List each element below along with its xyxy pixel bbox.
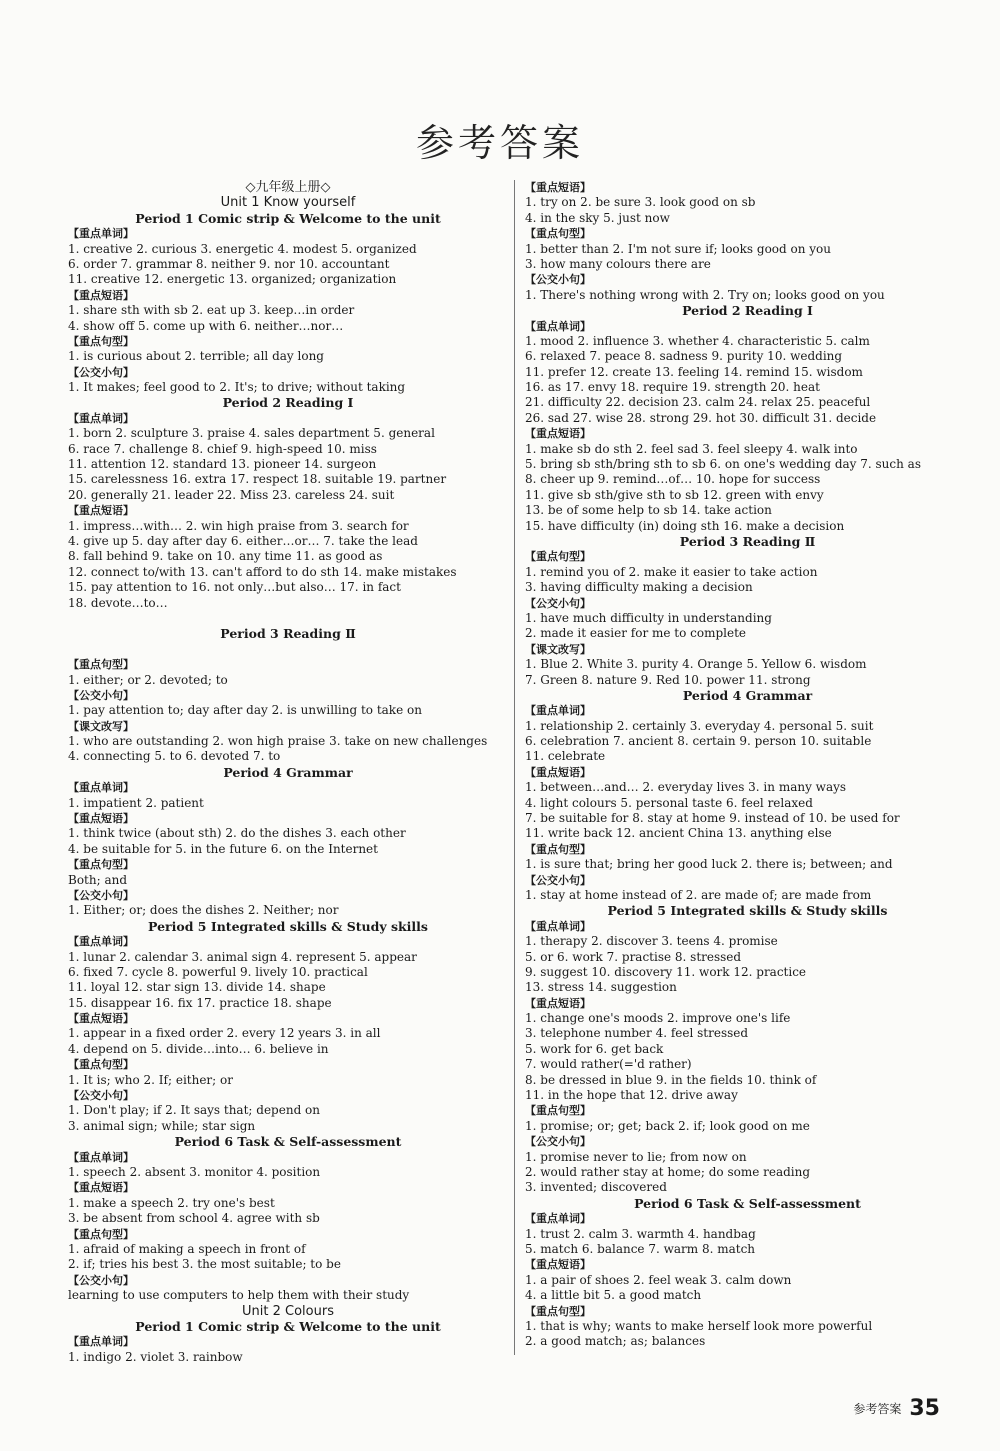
answer-line: 1. change one's moods 2. improve one's life — [525, 1011, 791, 1026]
answer-line: 5. match 6. balance 7. warm 8. match — [525, 1241, 756, 1256]
answer-line: 1. relationship 2. certainly 3. everyday 4. personal 5. suit — [525, 718, 874, 733]
answer-line: 11. celebrate — [525, 749, 606, 764]
answer-line: 1. either; or 2. devoted; to — [68, 672, 228, 687]
answer-line: 1. have much difficulty in understanding — [525, 610, 772, 625]
section-heading: Period 5 Integrated skills & Study skills — [148, 918, 428, 934]
category-label: 【公交小句】 — [68, 365, 134, 379]
answer-line: 11. creative 12. energetic 13. organized; organization — [68, 272, 397, 287]
answer-line: 12. connect to/with 13. can't afford to do sth 14. make mistakes — [68, 564, 457, 579]
category-label: 【公交小句】 — [525, 596, 591, 610]
answer-line: 8. cheer up 9. remind…of… 10. hope for success — [525, 472, 821, 487]
category-label: 【重点句型】 — [525, 1304, 591, 1318]
answer-line — [68, 611, 508, 626]
category-label: 【公交小句】 — [525, 873, 591, 887]
category-label: 【重点句型】 — [525, 842, 591, 856]
answer-line: 1. indigo 2. violet 3. rainbow — [68, 1349, 243, 1364]
category-label: 【公交小句】 — [525, 273, 591, 287]
category-label: 【重点单词】 — [68, 411, 134, 425]
answer-line: 6. fixed 7. cycle 8. powerful 9. lively 10. practical — [68, 964, 368, 979]
category-label: 【重点短语】 — [525, 1258, 591, 1272]
answer-line: 5. work for 6. get back — [525, 1041, 664, 1056]
answer-line: 6. celebration 7. ancient 8. certain 9. person 10. suitable — [525, 734, 872, 749]
answer-line: 4. a little bit 5. a good match — [525, 1288, 702, 1303]
category-label: 【重点短语】 — [68, 504, 134, 518]
category-label: 【重点短语】 — [525, 181, 591, 194]
answer-line: 1. creative 2. curious 3. energetic 4. modest 5. organized — [68, 241, 417, 256]
answer-line: 3. be absent from school 4. agree with sb — [68, 1211, 320, 1226]
answer-line: 1. between…and… 2. everyday lives 3. in many ways — [525, 780, 847, 795]
answer-line: 1. think twice (about sth) 2. do the dishes 3. each other — [68, 826, 406, 841]
answer-line: 21. difficulty 22. decision 23. calm 24. relax 25. peaceful — [525, 395, 871, 410]
answer-column-right — [525, 180, 970, 1350]
answer-line: 1. Blue 2. White 3. purity 4. Orange 5. Yellow 6. wisdom — [525, 657, 867, 672]
category-label: 【公交小句】 — [68, 888, 134, 902]
answer-line: 4. connecting 5. to 6. devoted 7. to — [68, 749, 281, 764]
answer-line: 1. impatient 2. patient — [68, 795, 204, 810]
answer-line: 16. as 17. envy 18. require 19. strength 20. heat — [525, 380, 820, 395]
answer-line: 1. lunar 2. calendar 3. animal sign 4. represent 5. appear — [68, 949, 417, 964]
answer-line: 11. in the hope that 12. drive away — [525, 1088, 738, 1103]
section-heading: Unit 1 Know yourself — [220, 195, 356, 211]
answer-line: 7. be suitable for 8. stay at home 9. instead of 10. be used for — [525, 811, 900, 826]
section-heading: Period 1 Comic strip & Welcome to the unit — [135, 210, 441, 226]
answer-line: 1. that is why; wants to make herself look more powerful — [525, 1318, 873, 1333]
answer-line: 1. trust 2. calm 3. warmth 4. handbag — [525, 1226, 756, 1241]
answer-line: 13. stress 14. suggestion — [525, 980, 677, 995]
answer-line: 26. sad 27. wise 28. strong 29. hot 30. difficult 31. decide — [525, 410, 877, 425]
answer-line: 7. would rather(='d rather) — [525, 1057, 692, 1072]
answer-line: 2. would rather stay at home; do some reading — [525, 1165, 811, 1179]
category-label: 【重点句型】 — [525, 227, 591, 241]
answer-line — [68, 642, 508, 657]
answer-line: 11. loyal 12. star sign 13. divide 14. shape — [68, 980, 326, 995]
footer-label: 参考答案 — [853, 1402, 902, 1416]
answer-line: 2. a good match; as; balances — [525, 1334, 706, 1349]
category-label: 【重点单词】 — [68, 1150, 134, 1164]
answer-line: 20. generally 21. leader 22. Miss 23. careless 24. suit — [68, 487, 395, 502]
category-label: 【重点句型】 — [68, 1058, 134, 1072]
answer-line: 5. or 6. work 7. practise 8. stressed — [525, 949, 742, 964]
section-heading: Period 6 Task & Self-assessment — [634, 1195, 861, 1211]
section-heading: Period 5 Integrated skills & Study skills — [607, 903, 888, 919]
answer-line: 18. devote…to… — [68, 595, 168, 610]
answer-line: 1. afraid of making a speech in front of — [68, 1241, 306, 1256]
category-label: 【重点句型】 — [68, 658, 134, 672]
answer-line: 4. depend on 5. divide…into… 6. believe in — [68, 1041, 329, 1056]
category-label: 【重点单词】 — [68, 781, 134, 795]
answer-line: 1. therapy 2. discover 3. teens 4. promise — [525, 934, 778, 949]
category-label: 【重点句型】 — [525, 1104, 591, 1118]
answer-line: Both; and — [68, 872, 128, 887]
category-label: 【重点单词】 — [525, 319, 591, 333]
answer-line: 4. light colours 5. personal taste 6. feel relaxed — [525, 795, 813, 810]
answer-line: 1. It is; who 2. If; either; or — [68, 1072, 233, 1087]
answer-line: 1. promise; or; get; back 2. if; look good on me — [525, 1118, 810, 1133]
answer-line: 1. There's nothing wrong with 2. Try on; looks good on you — [525, 287, 885, 302]
category-label: 【公交小句】 — [525, 1135, 591, 1149]
answer-line: 15. carelessness 16. extra 17. respect 18. suitable 19. partner — [68, 472, 447, 487]
answer-line: 1. make sb do sth 2. feel sad 3. feel sleepy 4. walk into — [525, 441, 858, 456]
page-footer — [853, 1396, 940, 1421]
answer-line: 1. stay at home instead of 2. are made of; are made from — [525, 887, 872, 902]
answer-line: 1. mood 2. influence 3. whether 4. characteristic 5. calm — [525, 333, 870, 348]
answer-line: 5. bring sb sth/bring sth to sb 6. on one's wedding day 7. such as — [525, 457, 921, 472]
category-label: 【重点短语】 — [68, 288, 134, 302]
section-heading: Period 6 Task & Self-assessment — [174, 1134, 402, 1150]
answer-line: 1. is sure that; bring her good luck 2. there is; between; and — [525, 857, 893, 872]
category-label: 【重点句型】 — [68, 1227, 134, 1241]
section-heading: Period 2 Reading Ⅰ — [222, 395, 354, 411]
column-divider — [514, 180, 515, 1355]
answer-line: 1. born 2. sculpture 3. praise 4. sales department 5. general — [68, 426, 435, 441]
answer-line: 4. in the sky 5. just now — [525, 210, 670, 225]
category-label: 【重点短语】 — [68, 1181, 134, 1195]
category-label: 【重点单词】 — [525, 919, 591, 933]
category-label: 【课文改写】 — [68, 719, 134, 733]
category-label: 【公交小句】 — [68, 688, 134, 702]
section-heading: Period 3 Reading Ⅱ — [220, 626, 356, 642]
category-label: 【重点单词】 — [525, 704, 591, 718]
answer-line: 6. order 7. grammar 8. neither 9. nor 10. accountant — [68, 256, 390, 271]
answer-line: 3. invented; discovered — [525, 1180, 667, 1195]
category-label: 【重点单词】 — [68, 1335, 134, 1349]
answer-line: 13. be of some help to sb 14. take action — [525, 503, 772, 518]
answer-line: 15. disappear 16. fix 17. practice 18. shape — [68, 995, 332, 1010]
category-label: 【公交小句】 — [68, 1089, 134, 1103]
answer-line: 3. animal sign; while; star sign — [68, 1118, 256, 1133]
answer-line: 1. share sth with sb 2. eat up 3. keep…in order — [68, 303, 355, 318]
answer-line: 11. attention 12. standard 13. pioneer 14. surgeon — [68, 457, 377, 472]
answer-line: 2. if; tries his best 3. the most suitable; to be — [68, 1257, 341, 1272]
answer-line: 8. fall behind 9. take on 10. any time 11. as good as — [68, 549, 383, 564]
answer-line: 1. is curious about 2. terrible; all day long — [68, 349, 324, 364]
answer-column-left — [68, 180, 508, 1365]
answer-line: 1. impress…with… 2. win high praise from 3. search for — [68, 518, 409, 533]
answer-line: 3. having difficulty making a decision — [525, 580, 753, 595]
answer-line: 1. better than 2. I'm not sure if; looks good on you — [525, 241, 832, 256]
answer-line: 1. remind you of 2. make it easier to take action — [525, 564, 818, 579]
answer-line: 1. appear in a fixed order 2. every 12 years 3. in all — [68, 1026, 381, 1041]
section-heading: ◇九年级上册◇ — [245, 180, 331, 195]
category-label: 【重点句型】 — [68, 334, 134, 348]
section-heading: Unit 2 Colours — [242, 1303, 334, 1319]
category-label: 【重点句型】 — [68, 858, 134, 872]
category-label: 【重点短语】 — [525, 765, 591, 779]
answer-line: 11. write back 12. ancient China 13. anything else — [525, 826, 832, 841]
answer-line: 2. made it easier for me to complete — [525, 626, 747, 641]
category-label: 【重点单词】 — [68, 227, 134, 241]
answer-line: 11. give sb sth/give sth to sb 12. green with envy — [525, 487, 824, 502]
section-heading: Period 3 Reading Ⅱ — [679, 533, 816, 549]
answer-line: 7. Green 8. nature 9. Red 10. power 11. strong — [525, 672, 811, 687]
answer-line: 1. make a speech 2. try one's best — [68, 1195, 275, 1210]
answer-line: 1. It makes; feel good to 2. It's; to drive; without taking — [68, 380, 406, 395]
answer-line: 6. race 7. challenge 8. chief 9. high-speed 10. miss — [68, 441, 377, 456]
answer-line: 1. Don't play; if 2. It says that; depend on — [68, 1103, 321, 1118]
answer-line: 1. a pair of shoes 2. feel weak 3. calm down — [525, 1272, 792, 1287]
answer-line: 15. pay attention to 16. not only…but also… 17. in fact — [68, 580, 401, 595]
answer-line: 4. show off 5. come up with 6. neither…nor… — [68, 318, 344, 333]
answer-line: 3. how many colours there are — [525, 256, 711, 271]
category-label: 【课文改写】 — [525, 642, 591, 656]
category-label: 【重点单词】 — [68, 935, 134, 949]
category-label: 【重点短语】 — [68, 1012, 134, 1026]
answer-line: learning to use computers to help them with their study — [68, 1288, 410, 1303]
answer-line: 1. pay attention to; day after day 2. is unwilling to take on — [68, 703, 422, 718]
answer-line: 9. suggest 10. discovery 11. work 12. practice — [525, 964, 807, 979]
category-label: 【重点句型】 — [525, 550, 591, 564]
section-heading: Period 1 Comic strip & Welcome to the unit — [135, 1318, 441, 1334]
answer-line: 1. try on 2. be sure 3. look good on sb — [525, 195, 756, 210]
answer-line: 1. Either; or; does the dishes 2. Neither; nor — [68, 903, 339, 918]
section-heading: Period 2 Reading Ⅰ — [682, 303, 813, 319]
category-label: 【重点单词】 — [525, 1212, 591, 1226]
answer-line: 11. prefer 12. create 13. feeling 14. remind 15. wisdom — [525, 364, 863, 379]
answer-line: 1. promise never to lie; from now on — [525, 1149, 747, 1164]
category-label: 【公交小句】 — [68, 1273, 134, 1287]
category-label: 【重点短语】 — [525, 427, 591, 441]
answer-line: 1. who are outstanding 2. won high praise 3. take on new challenges — [68, 734, 488, 749]
answer-line: 1. speech 2. absent 3. monitor 4. position — [68, 1165, 321, 1179]
answer-line: 8. be dressed in blue 9. in the fields 10. think of — [525, 1072, 817, 1087]
answer-line: 3. telephone number 4. feel stressed — [525, 1026, 749, 1041]
answer-line: 6. relaxed 7. peace 8. sadness 9. purity 10. wedding — [525, 349, 843, 364]
answer-line: 15. have difficulty (in) doing sth 16. make a decision — [525, 518, 845, 533]
section-heading: Period 4 Grammar — [682, 687, 813, 703]
category-label: 【重点短语】 — [525, 996, 591, 1010]
category-label: 【重点短语】 — [68, 812, 134, 826]
section-heading: Period 4 Grammar — [223, 764, 353, 780]
answer-line: 4. give up 5. day after day 6. either…or… 7. take the lead — [68, 533, 418, 548]
answer-line: 4. be suitable for 5. in the future 6. on the Internet — [68, 841, 378, 856]
page-title: 参考答案 — [415, 121, 584, 165]
page-number: 35 — [909, 1396, 940, 1421]
